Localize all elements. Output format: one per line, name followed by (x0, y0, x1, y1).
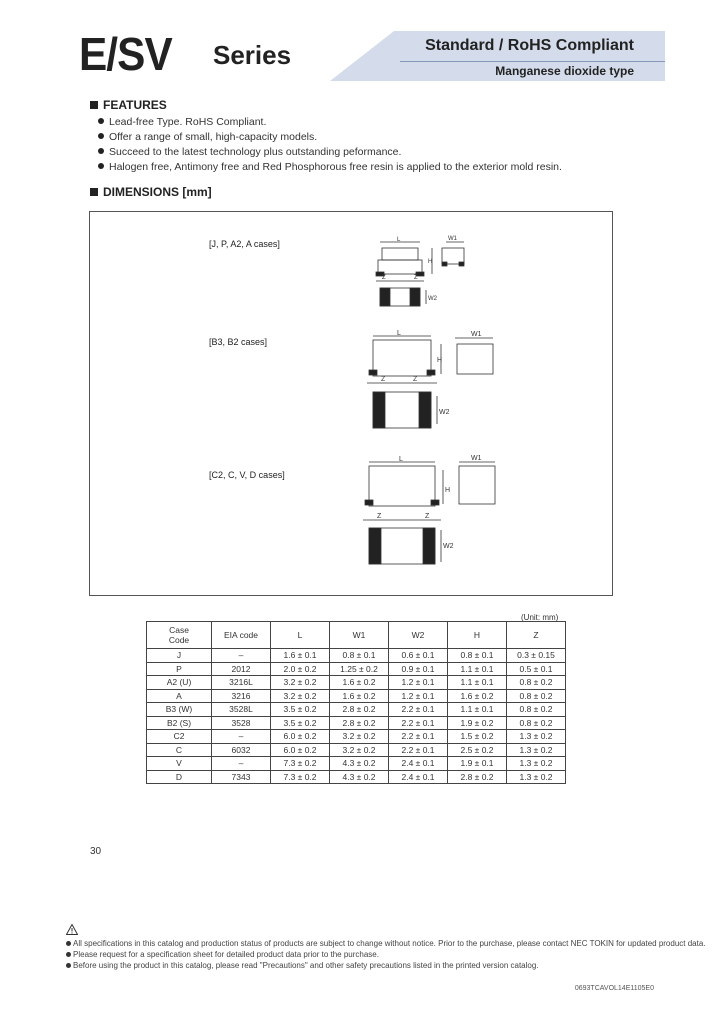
table-cell: – (212, 649, 271, 663)
bullet-icon (66, 941, 71, 946)
header-w1: W1 (330, 622, 389, 649)
table-cell: A (147, 689, 212, 703)
table-cell: 6.0 ± 0.2 (271, 730, 330, 744)
header-eia-code: EIA code (212, 622, 271, 649)
header-w2: W2 (389, 622, 448, 649)
table-cell: 2.4 ± 0.1 (389, 757, 448, 771)
case-label-small: [J, P, A2, A cases] (209, 239, 280, 249)
table-cell: 1.6 ± 0.2 (330, 676, 389, 690)
table-cell: 0.8 ± 0.1 (448, 649, 507, 663)
page-number: 30 (90, 846, 102, 857)
document-reference: 0693TCAVOL14E1105E0 (574, 985, 654, 992)
table-row (147, 689, 566, 703)
svg-text:W2: W2 (443, 543, 454, 550)
svg-text:W2: W2 (428, 296, 437, 302)
table-cell: D (147, 770, 212, 784)
table-cell: 1.6 ± 0.2 (448, 689, 507, 703)
table-cell: 0.8 ± 0.2 (507, 716, 566, 730)
note-item: All specifications in this catalog and production status of products are subject to change without notice. Prior to the purchase, please contact NEC TOKIN for updated product data. (66, 938, 706, 949)
table-cell: 0.8 ± 0.2 (507, 676, 566, 690)
case-label-large: [C2, C, V, D cases] (209, 470, 285, 480)
table-cell: 2.2 ± 0.1 (389, 703, 448, 717)
table-cell: 3528 (212, 716, 271, 730)
table-cell: 2.8 ± 0.2 (330, 703, 389, 717)
note-item: Please request for a specification sheet for detailed product data prior to the purchase. (66, 949, 706, 960)
feature-item: Offer a range of small, high-capacity models. (98, 131, 317, 143)
table-row (147, 730, 566, 744)
svg-text:W1: W1 (471, 331, 482, 338)
square-bullet-icon (90, 188, 98, 196)
table-cell: 0.8 ± 0.1 (330, 649, 389, 663)
table-cell: 3.2 ± 0.2 (271, 689, 330, 703)
table-cell: 2012 (212, 662, 271, 676)
table-row (147, 716, 566, 730)
table-cell: B2 (S) (147, 716, 212, 730)
bullet-icon (98, 163, 104, 169)
table-cell: 3528L (212, 703, 271, 717)
table-cell: 1.3 ± 0.2 (507, 757, 566, 771)
feature-item: Halogen free, Antimony free and Red Phosphorous free resin is applied to the exterior mold resin. (98, 161, 562, 173)
table-row (147, 743, 566, 757)
header-case-code: Case Code (147, 622, 212, 649)
warning-icon (66, 924, 78, 935)
svg-text:L: L (399, 456, 403, 463)
header-subtitle: Manganese dioxide type (495, 64, 634, 78)
header-l: L (271, 622, 330, 649)
svg-text:W2: W2 (439, 409, 450, 416)
svg-text:H: H (437, 357, 443, 364)
svg-text:H: H (445, 487, 451, 494)
svg-text:L: L (397, 330, 401, 337)
svg-text:W1: W1 (471, 455, 482, 462)
table-cell: 0.3 ± 0.15 (507, 649, 566, 663)
feature-item: Succeed to the latest technology plus outstanding peformance. (98, 146, 401, 158)
table-cell: 2.2 ± 0.1 (389, 730, 448, 744)
table-cell: 1.9 ± 0.2 (448, 716, 507, 730)
table-cell: 2.2 ± 0.1 (389, 716, 448, 730)
dimensions-heading: DIMENSIONS [mm] (90, 185, 212, 199)
table-cell: 0.8 ± 0.2 (507, 689, 566, 703)
header-rule (400, 61, 665, 62)
feature-item: Lead-free Type. RoHS Compliant. (98, 116, 266, 128)
header-h: H (448, 622, 507, 649)
bullet-icon (98, 118, 104, 124)
svg-text:Z: Z (425, 513, 430, 520)
table-cell: – (212, 730, 271, 744)
table-cell: 3.5 ± 0.2 (271, 716, 330, 730)
svg-text:L: L (397, 237, 401, 243)
table-cell: V (147, 757, 212, 771)
svg-text:W1: W1 (448, 236, 457, 242)
table-row (147, 649, 566, 663)
bullet-icon (66, 952, 71, 957)
table-cell: 4.3 ± 0.2 (330, 770, 389, 784)
table-cell: B3 (W) (147, 703, 212, 717)
features-heading: FEATURES (90, 98, 167, 112)
header-z: Z (507, 622, 566, 649)
table-row (147, 757, 566, 771)
table-cell: 3.2 ± 0.2 (330, 743, 389, 757)
dimensions-table (146, 621, 566, 784)
table-cell: C2 (147, 730, 212, 744)
svg-text:Z: Z (382, 275, 386, 281)
table-cell: 1.2 ± 0.1 (389, 689, 448, 703)
table-row (147, 676, 566, 690)
table-row (147, 703, 566, 717)
table-cell: 1.1 ± 0.1 (448, 662, 507, 676)
table-header-row (147, 622, 566, 649)
table-cell: 1.9 ± 0.1 (448, 757, 507, 771)
table-cell: 1.1 ± 0.1 (448, 676, 507, 690)
table-cell: 4.3 ± 0.2 (330, 757, 389, 771)
table-cell: C (147, 743, 212, 757)
table-cell: 2.4 ± 0.1 (389, 770, 448, 784)
table-cell: 0.9 ± 0.1 (389, 662, 448, 676)
table-cell: P (147, 662, 212, 676)
table-cell: 7343 (212, 770, 271, 784)
svg-text:Z: Z (414, 275, 418, 281)
table-cell: 0.5 ± 0.1 (507, 662, 566, 676)
table-row (147, 770, 566, 784)
bullet-icon (98, 148, 104, 154)
notes (66, 938, 706, 971)
table-cell: 2.8 ± 0.2 (448, 770, 507, 784)
table-cell: 7.3 ± 0.2 (271, 757, 330, 771)
table-cell: 1.3 ± 0.2 (507, 770, 566, 784)
table-cell: 2.8 ± 0.2 (330, 716, 389, 730)
svg-text:Z: Z (377, 513, 382, 520)
series-code: E/SV (79, 28, 172, 80)
table-cell: J (147, 649, 212, 663)
svg-text:Z: Z (381, 376, 386, 383)
svg-text:H: H (428, 259, 433, 265)
table-cell: 1.6 ± 0.2 (330, 689, 389, 703)
unit-label: (Unit: mm) (521, 613, 559, 622)
drawing-medium-case (345, 326, 505, 434)
series-word: Series (213, 40, 292, 70)
table-cell: 1.2 ± 0.1 (389, 676, 448, 690)
table-cell: 1.1 ± 0.1 (448, 703, 507, 717)
table-cell: 3.2 ± 0.2 (330, 730, 389, 744)
table-cell: 2.0 ± 0.2 (271, 662, 330, 676)
bullet-icon (66, 963, 71, 968)
table-cell: 1.6 ± 0.1 (271, 649, 330, 663)
table-cell: 3216 (212, 689, 271, 703)
table-cell: A2 (U) (147, 676, 212, 690)
table-cell: 1.5 ± 0.2 (448, 730, 507, 744)
bullet-icon (98, 133, 104, 139)
note-item: Before using the product in this catalog, please read "Precautions" and other safety precautions listed in the printed version catalog. (66, 960, 706, 971)
case-label-medium: [B3, B2 cases] (209, 337, 268, 347)
table-row (147, 662, 566, 676)
drawing-small-case (360, 232, 480, 312)
table-cell: 7.3 ± 0.2 (271, 770, 330, 784)
table-cell: 3.5 ± 0.2 (271, 703, 330, 717)
table-cell: – (212, 757, 271, 771)
table-cell: 1.3 ± 0.2 (507, 743, 566, 757)
table-cell: 1.3 ± 0.2 (507, 730, 566, 744)
table-cell: 0.6 ± 0.1 (389, 649, 448, 663)
table-cell: 2.5 ± 0.2 (448, 743, 507, 757)
table-cell: 0.8 ± 0.2 (507, 703, 566, 717)
table-cell: 6032 (212, 743, 271, 757)
header-title: Standard / RoHS Compliant (425, 37, 634, 54)
table-cell: 3.2 ± 0.2 (271, 676, 330, 690)
drawing-large-case (345, 450, 505, 572)
table-cell: 2.2 ± 0.1 (389, 743, 448, 757)
table-cell: 3216L (212, 676, 271, 690)
table-cell: 1.25 ± 0.2 (330, 662, 389, 676)
square-bullet-icon (90, 101, 98, 109)
table-cell: 6.0 ± 0.2 (271, 743, 330, 757)
svg-text:Z: Z (413, 376, 418, 383)
